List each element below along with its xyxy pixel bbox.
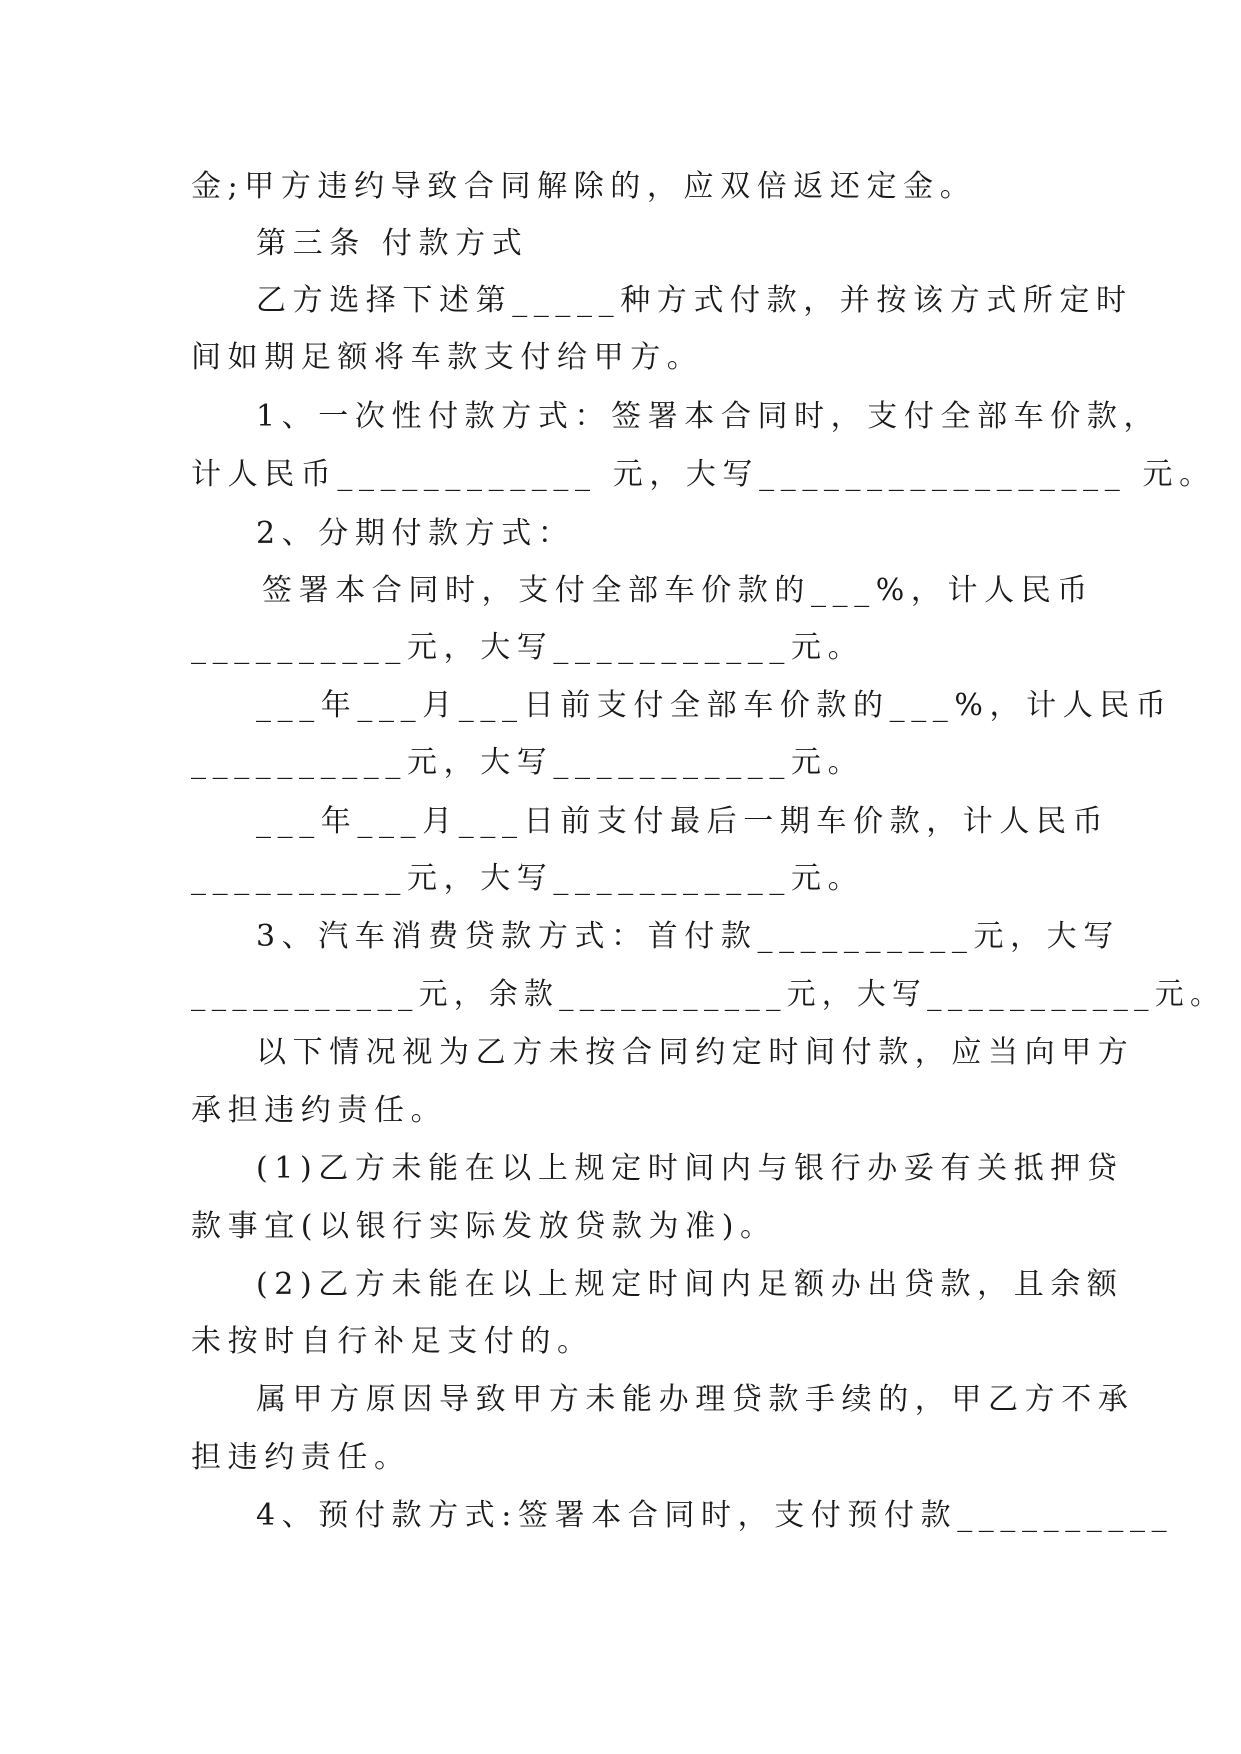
paragraph-line: 间如期足额将车款支付给甲方。 xyxy=(191,340,704,375)
paragraph-line: 2、分期付款方式： xyxy=(256,516,575,551)
paragraph-line: ___________元，余款___________元，大写___________元。 xyxy=(191,977,1226,1012)
paragraph-line: (1)乙方未能在以上规定时间内与银行办妥有关抵押贷 xyxy=(256,1151,1124,1186)
paragraph-line: 以下情况视为乙方未按合同约定时间付款，应当向甲方 xyxy=(256,1035,1135,1070)
paragraph-line: 4、预付款方式:签署本合同时，支付预付款__________ xyxy=(256,1498,1174,1533)
paragraph-line: 承担违约责任。 xyxy=(191,1093,448,1128)
paragraph-line: 乙方选择下述第_____种方式付款，并按该方式所定时 xyxy=(256,283,1133,318)
paragraph-line: 未按时自行补足支付的。 xyxy=(191,1324,594,1359)
paragraph-line: 担违约责任。 xyxy=(191,1440,411,1475)
paragraph-line: 属甲方原因导致甲方未能办理贷款手续的，甲乙方不承 xyxy=(256,1382,1135,1417)
paragraph-line: __________元，大写___________元。 xyxy=(191,745,865,780)
paragraph-line: ___年___月___日前支付全部车价款的___%，计人民币 xyxy=(256,688,1173,723)
article-heading: 第三条 付款方式 xyxy=(256,226,529,261)
paragraph-line: 3、汽车消费贷款方式：首付款__________元，大写 xyxy=(256,919,1120,954)
paragraph-line: ___年___月___日前支付最后一期车价款，计人民币 xyxy=(256,804,1110,839)
paragraph-line: __________元，大写___________元。 xyxy=(191,861,865,896)
paragraph-line: 签署本合同时，支付全部车价款的___%，计人民币 xyxy=(262,573,1094,608)
paragraph-line: __________元，大写___________元。 xyxy=(191,630,865,665)
paragraph-line: 1、一次性付款方式：签署本合同时，支付全部车价款， xyxy=(256,399,1161,434)
paragraph-line: (2)乙方未能在以上规定时间内足额办出贷款，且余额 xyxy=(256,1267,1124,1302)
paragraph-line: 计人民币____________ 元，大写_________________ 元。 xyxy=(191,457,1216,492)
paragraph-line: 金;甲方违约导致合同解除的，应双倍返还定金。 xyxy=(191,169,977,204)
paragraph-line: 款事宜(以银行实际发放贷款为准)。 xyxy=(191,1209,777,1244)
